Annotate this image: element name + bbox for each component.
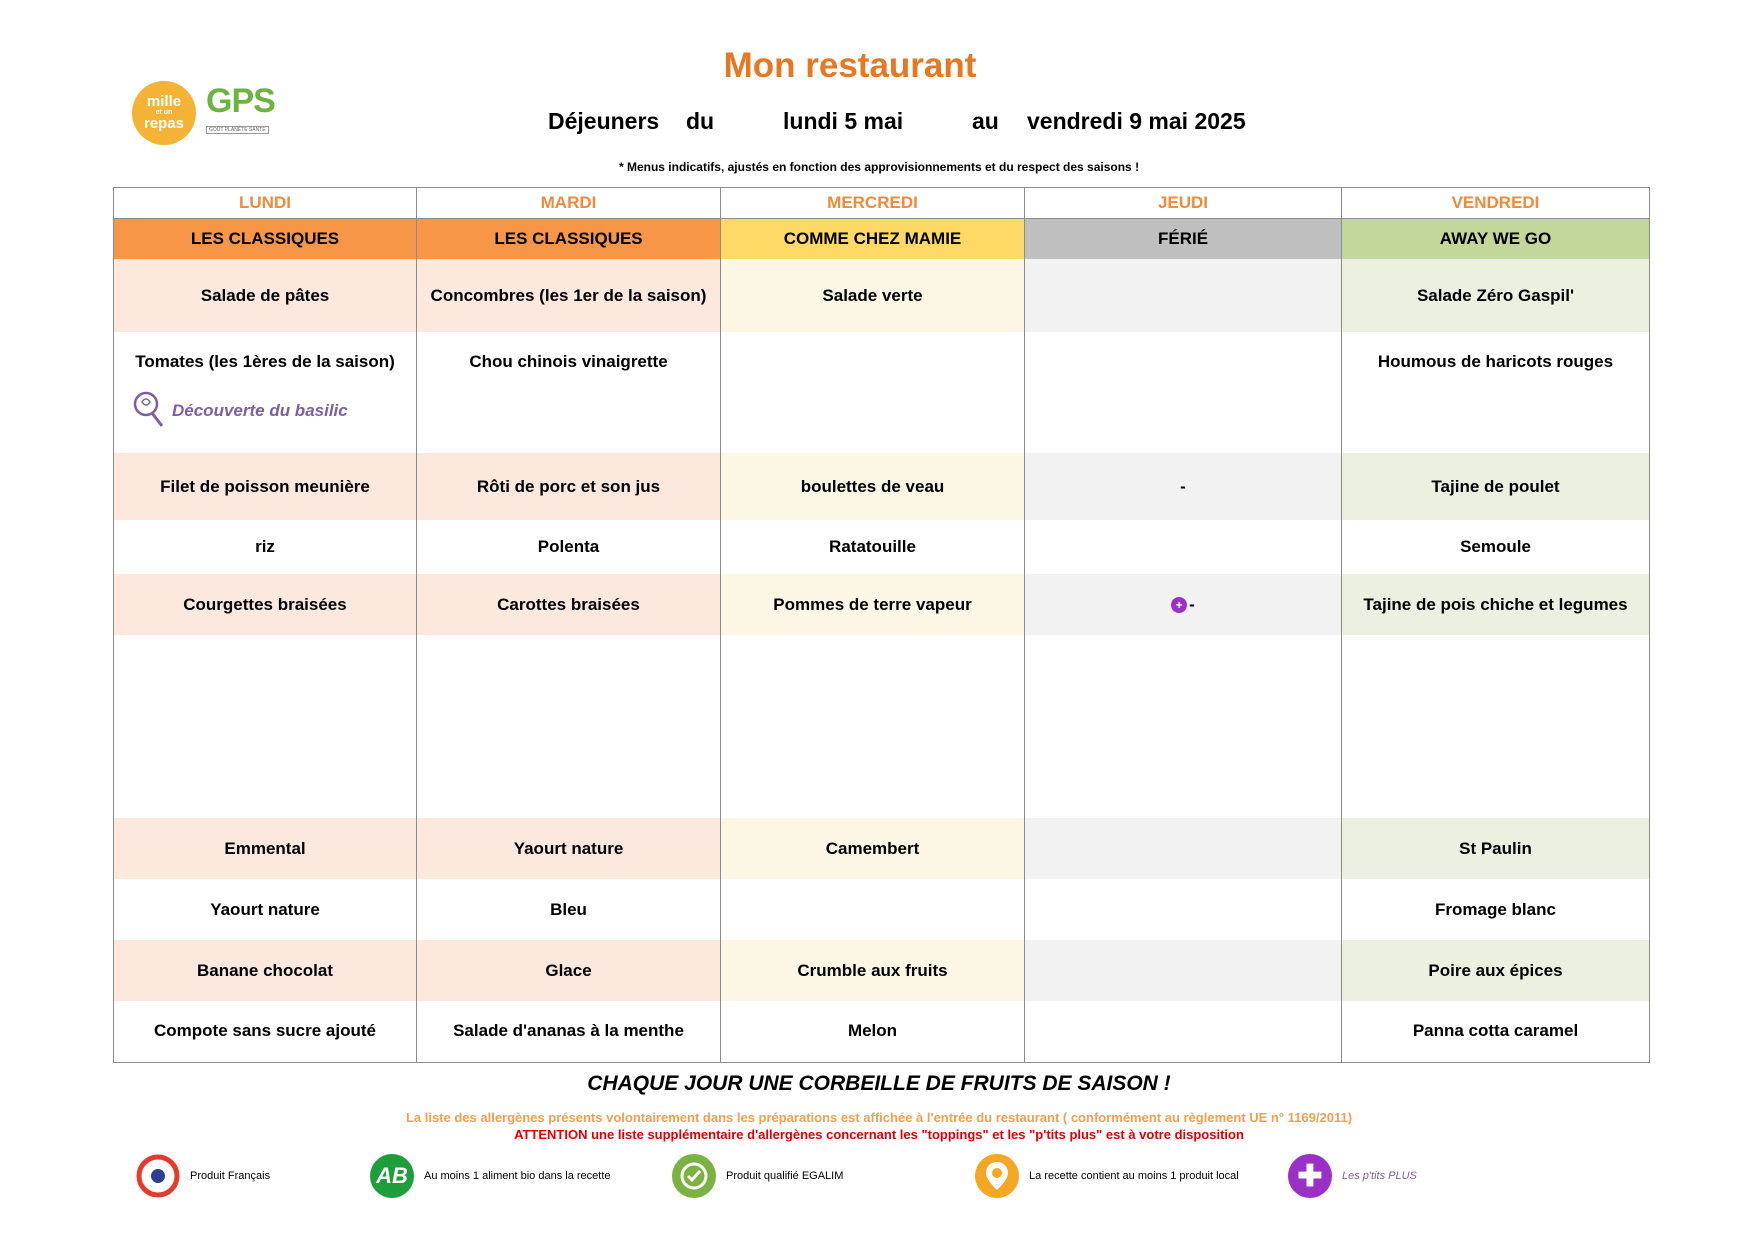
menu-cell xyxy=(1025,259,1342,332)
menu-cell xyxy=(721,332,1025,453)
theme-jeudi: FÉRIÉ xyxy=(1025,219,1342,260)
mille-repas-logo xyxy=(132,81,196,145)
menu-cell xyxy=(114,332,417,453)
menu-cell: Glace xyxy=(417,940,721,1001)
menu-item: - xyxy=(1189,594,1195,614)
menu-cell: Courgettes braisées xyxy=(114,574,417,635)
empty-cell xyxy=(417,635,721,818)
empty-cell xyxy=(721,635,1025,818)
local-pin-icon xyxy=(975,1154,1019,1198)
gps-logo-text: GPS xyxy=(206,82,275,120)
theme-mardi: LES CLASSIQUES xyxy=(417,219,721,260)
day-lundi: LUNDI xyxy=(114,188,417,219)
logo-text: et un xyxy=(155,109,173,116)
logo-text: mille xyxy=(146,93,182,110)
menu-cell: Poire aux épices xyxy=(1342,940,1650,1001)
accompagnement-row-2 xyxy=(114,574,1650,635)
legend-french-product xyxy=(136,1153,270,1199)
legend-organic xyxy=(370,1153,611,1199)
day-mercredi: MERCREDI xyxy=(721,188,1025,219)
allergen-notice: La liste des allergènes présents volontairement dans les préparations est affichée à l'entrée du restaurant ( conformément au règlement UE n° 1169/2011) xyxy=(405,1110,1353,1125)
page-title: Mon restaurant xyxy=(723,46,977,85)
period-end-date: vendredi 9 mai 2025 xyxy=(1027,108,1246,134)
empty-cell xyxy=(1342,635,1650,818)
ptits-plus-icon: ✚ xyxy=(1288,1154,1332,1198)
period-label: Déjeuners xyxy=(548,108,660,134)
menu-cell xyxy=(1025,940,1342,1001)
logo-text: repas xyxy=(143,115,185,132)
menu-cell: riz xyxy=(114,520,417,574)
day-mardi: MARDI xyxy=(417,188,721,219)
menu-cell: Bleu xyxy=(417,879,721,940)
theme-vendredi: AWAY WE GO xyxy=(1342,219,1650,260)
theme-row xyxy=(114,219,1650,260)
menu-cell: Polenta xyxy=(417,520,721,574)
ptits-plus-icon: + xyxy=(1171,597,1187,613)
menu-cell xyxy=(1025,574,1342,635)
menu-cell xyxy=(1025,332,1342,453)
menu-cell: Banane chocolat xyxy=(114,940,417,1001)
egalim-icon xyxy=(672,1154,716,1198)
dessert-row-2 xyxy=(114,1001,1650,1062)
entree-row-2 xyxy=(114,332,1650,453)
period-to: au xyxy=(972,108,999,134)
menu-cell xyxy=(1025,1001,1342,1062)
menu-cell: Camembert xyxy=(721,818,1025,879)
menu-cell: Compote sans sucre ajouté xyxy=(114,1001,417,1062)
menu-cell: Melon xyxy=(721,1001,1025,1062)
menu-cell: Ratatouille xyxy=(721,520,1025,574)
menu-item: Tomates (les 1ères de la saison) xyxy=(135,352,395,371)
legend-label: Les p'tits PLUS xyxy=(1342,1170,1417,1182)
menu-cell: Chou chinois vinaigrette xyxy=(417,332,721,453)
discovery-note xyxy=(130,390,412,432)
dessert-row-1 xyxy=(114,940,1650,1001)
organic-ab-icon: AB xyxy=(370,1154,414,1198)
legend-egalim xyxy=(672,1153,843,1199)
period-start-date: lundi 5 mai xyxy=(783,108,904,134)
theme-lundi: LES CLASSIQUES xyxy=(114,219,417,260)
day-header-row xyxy=(114,188,1650,219)
french-product-icon xyxy=(136,1154,180,1198)
legend-label: Au moins 1 aliment bio dans la recette xyxy=(424,1170,611,1182)
entree-row-1 xyxy=(114,259,1650,332)
menu-cell: Emmental xyxy=(114,818,417,879)
menu-cell: Carottes braisées xyxy=(417,574,721,635)
day-jeudi: JEUDI xyxy=(1025,188,1342,219)
gps-logo xyxy=(206,84,290,140)
theme-mercredi: COMME CHEZ MAMIE xyxy=(721,219,1025,260)
legend-local xyxy=(975,1153,1239,1199)
menu-cell: Concombres (les 1er de la saison) xyxy=(417,259,721,332)
menu-cell: Pommes de terre vapeur xyxy=(721,574,1025,635)
fruit-basket-banner: CHAQUE JOUR UNE CORBEILLE DE FRUITS DE SAISON ! xyxy=(587,1072,1171,1095)
menu-cell: Salade Zéro Gaspil' xyxy=(1342,259,1650,332)
menu-cell: Salade d'ananas à la menthe xyxy=(417,1001,721,1062)
accompagnement-row-1 xyxy=(114,520,1650,574)
plat-row xyxy=(114,453,1650,520)
legend-label: Produit qualifié EGALIM xyxy=(726,1170,844,1182)
legend-label: La recette contient au moins 1 produit local xyxy=(1029,1170,1239,1182)
legend-ptits-plus xyxy=(1288,1153,1417,1199)
day-vendredi: VENDREDI xyxy=(1342,188,1650,219)
spacer-row xyxy=(114,635,1650,818)
menu-cell xyxy=(1025,818,1342,879)
menu-note: * Menus indicatifs, ajustés en fonction des approvisionnements et du respect des saisons ! xyxy=(618,160,1140,174)
menu-cell: Fromage blanc xyxy=(1342,879,1650,940)
menu-cell: boulettes de veau xyxy=(721,453,1025,520)
empty-cell xyxy=(114,635,417,818)
menu-cell: Rôti de porc et son jus xyxy=(417,453,721,520)
weekly-menu-table xyxy=(113,187,1650,1063)
menu-cell: - xyxy=(1025,453,1342,520)
legend-label: Produit Français xyxy=(190,1170,271,1182)
menu-cell: Crumble aux fruits xyxy=(721,940,1025,1001)
discovery-magnifier-icon xyxy=(130,390,166,432)
menu-cell: Filet de poisson meunière xyxy=(114,453,417,520)
menu-cell: Salade verte xyxy=(721,259,1025,332)
menu-cell: Tajine de pois chiche et legumes xyxy=(1342,574,1650,635)
menu-cell xyxy=(1025,520,1342,574)
fromage-row-1 xyxy=(114,818,1650,879)
gps-logo-subtitle: GOÛT PLANÈTE SANTÉ xyxy=(206,126,269,134)
menu-cell: Salade de pâtes xyxy=(114,259,417,332)
period-from: du xyxy=(686,108,715,134)
fromage-row-2 xyxy=(114,879,1650,940)
empty-cell xyxy=(1025,635,1342,818)
menu-cell xyxy=(721,879,1025,940)
menu-cell: Semoule xyxy=(1342,520,1650,574)
menu-cell: Yaourt nature xyxy=(417,818,721,879)
menu-cell: Tajine de poulet xyxy=(1342,453,1650,520)
allergen-warning: ATTENTION une liste supplémentaire d'allergènes concernant les "toppings" et les "p'tits plus" est à votre disposition xyxy=(514,1127,1244,1142)
menu-cell: Houmous de haricots rouges xyxy=(1342,332,1650,453)
menu-cell: Panna cotta caramel xyxy=(1342,1001,1650,1062)
discovery-label: Découverte du basilic xyxy=(172,401,348,420)
menu-cell xyxy=(1025,879,1342,940)
menu-cell: Yaourt nature xyxy=(114,879,417,940)
menu-cell: St Paulin xyxy=(1342,818,1650,879)
